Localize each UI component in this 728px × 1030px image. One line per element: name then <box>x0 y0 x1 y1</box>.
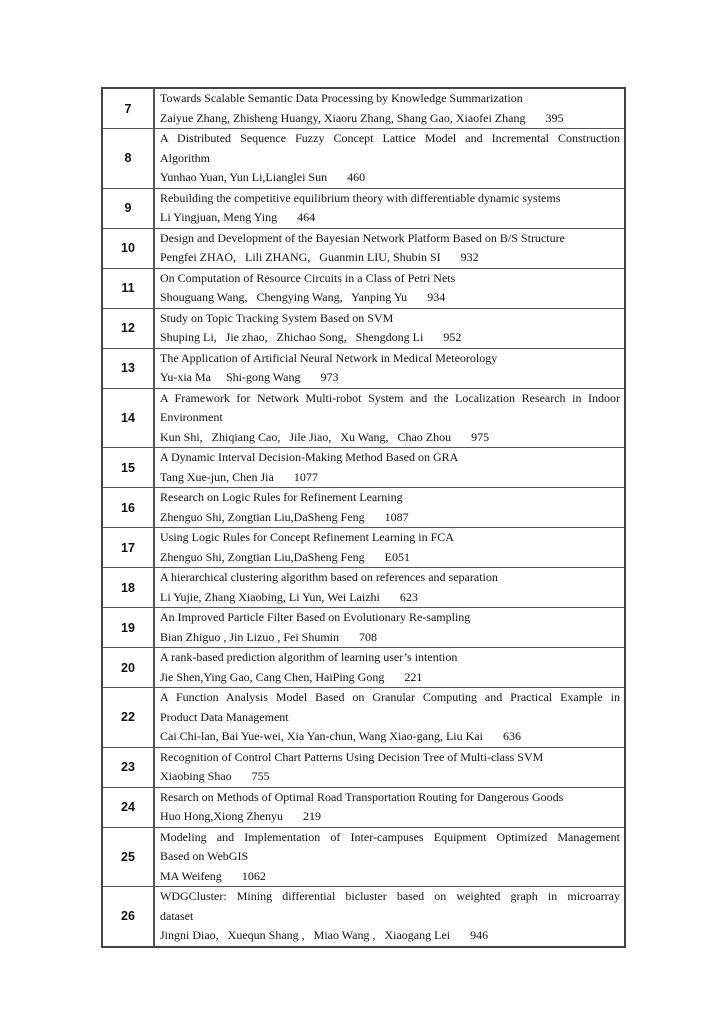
table-row <box>103 388 624 448</box>
page-number: 708 <box>359 629 377 644</box>
page-number: 221 <box>404 669 423 684</box>
page-number: 932 <box>460 250 479 264</box>
entry-number: 11 <box>103 269 155 308</box>
entry-number: 8 <box>103 129 155 188</box>
table-row <box>103 447 624 487</box>
table-row <box>103 228 624 268</box>
authors: Tang Xue-jun, Chen Jia <box>160 469 274 484</box>
paper-title: An Improved Particle Filter Based on Evolutionary Re-sampling <box>160 610 471 624</box>
author-line <box>160 208 620 228</box>
authors: Cai Chi-lan, Bai Yue-wei, Xia Yan-chun, Wang Xiao-gang, Liu Kai <box>160 729 483 743</box>
authors: Shouguang Wang, Chengying Wang, Yanping Yu <box>160 290 408 304</box>
entry-content <box>155 608 624 647</box>
author-line <box>160 468 620 488</box>
paper-title: Based on WebGIS <box>160 849 249 863</box>
author-line <box>160 588 620 608</box>
entry-content <box>155 788 624 827</box>
authors: Yu-xia Ma Shi-gong Wang <box>160 370 301 384</box>
entry-content <box>155 648 624 687</box>
paper-title: WDGCluster: Mining differential bicluster based on weighted graph in microarray <box>160 889 620 903</box>
author-line <box>160 168 620 188</box>
paper-title: The Application of Artificial Neural Network in Medical Meteorology <box>160 350 498 365</box>
authors: Jingni Diao, Xuequn Shang , Miao Wang , Xiaogang Lei <box>160 928 451 942</box>
page-number: 219 <box>303 809 321 823</box>
entry-content <box>155 528 624 567</box>
paper-title: Research on Logic Rules for Refinement Learning <box>160 490 403 504</box>
page-number: 973 <box>320 370 339 384</box>
entry-content <box>155 828 624 887</box>
page-number: 636 <box>502 729 521 743</box>
paper-title: Recognition of Control Chart Patterns Using Decision Tree of Multi-class SVM <box>160 749 544 764</box>
paper-title: Product Data Management <box>160 709 289 724</box>
entry-number: 16 <box>103 488 155 527</box>
authors: Jie Shen,Ying Gao, Cang Chen, HaiPing Gong <box>160 669 385 684</box>
entry-content <box>155 389 624 448</box>
entry-content <box>155 568 624 607</box>
author-line <box>160 727 620 747</box>
page-number: 952 <box>443 330 462 344</box>
entry-number: 20 <box>103 648 155 687</box>
table-row <box>103 607 624 647</box>
entry-content <box>155 189 624 228</box>
table-row <box>103 527 624 567</box>
table-row <box>103 787 624 827</box>
author-line <box>160 248 620 268</box>
page-number: 1077 <box>293 469 318 484</box>
page-number: 623 <box>399 589 418 604</box>
author-line <box>160 109 620 129</box>
author-line <box>160 926 620 946</box>
paper-title: Using Logic Rules for Concept Refinement Learning in FCA <box>160 530 454 544</box>
page-number: 975 <box>471 429 490 444</box>
entry-content <box>155 349 624 388</box>
entry-number: 25 <box>103 828 155 887</box>
page-number: 1087 <box>384 509 409 524</box>
page-number: 460 <box>347 170 366 184</box>
entry-content <box>155 89 624 128</box>
entry-number: 23 <box>103 748 155 787</box>
authors: MA Weifeng <box>160 868 222 883</box>
page-number: 395 <box>545 110 564 125</box>
entry-number: 15 <box>103 448 155 487</box>
authors: Zhenguo Shi, Zongtian Liu,DaSheng Feng <box>160 509 365 524</box>
entry-content <box>155 229 624 268</box>
authors: Kun Shi, Zhiqiang Cao, Jile Jiao, Xu Wang, Chao Zhou <box>160 429 452 444</box>
author-line <box>160 867 620 887</box>
authors: Yunhao Yuan, Yun Li,Lianglei Sun <box>160 170 328 184</box>
entry-number: 13 <box>103 349 155 388</box>
authors: Huo Hong,Xiong Zhenyu <box>160 809 283 823</box>
entry-content <box>155 129 624 188</box>
entry-number: 7 <box>103 89 155 128</box>
page-number: 755 <box>251 769 270 783</box>
paper-title: A Framework for Network Multi-robot System and the Localization Research in Indoor <box>160 390 620 405</box>
entry-number: 17 <box>103 528 155 567</box>
author-line <box>160 368 620 388</box>
table-row <box>103 827 624 887</box>
entry-number: 24 <box>103 788 155 827</box>
author-line <box>160 767 620 787</box>
table-row <box>103 886 624 946</box>
author-line <box>160 807 620 827</box>
entry-number: 9 <box>103 189 155 228</box>
paper-title: On Computation of Resource Circuits in a Class of Petri Nets <box>160 270 456 285</box>
paper-title: dataset <box>160 908 194 923</box>
paper-title: Algorithm <box>160 150 210 165</box>
entry-number: 26 <box>103 887 155 946</box>
table-row <box>103 687 624 747</box>
entry-content <box>155 309 624 348</box>
page-number: 934 <box>427 290 446 304</box>
author-line <box>160 428 620 448</box>
table-row <box>103 348 624 388</box>
paper-title: Rebuilding the competitive equilibrium theory with differentiable dynamic systems <box>160 190 561 205</box>
author-line <box>160 628 620 648</box>
table-row <box>103 487 624 527</box>
entry-content <box>155 269 624 308</box>
table-row <box>103 747 624 787</box>
table-row <box>103 89 624 128</box>
paper-title: Environment <box>160 410 223 424</box>
entry-content <box>155 887 624 946</box>
authors: Bian Zhiguo , Jin Lizuo , Fei Shumin <box>160 629 339 644</box>
entry-content <box>155 448 624 487</box>
author-line <box>160 328 620 348</box>
paper-title: A Function Analysis Model Based on Granular Computing and Practical Example in <box>160 690 620 704</box>
authors: Xiaobing Shao <box>160 769 232 783</box>
paper-title: Modeling and Implementation of Inter-campuses Equipment Optimized Management <box>160 829 620 844</box>
paper-title: A hierarchical clustering algorithm based on references and separation <box>160 570 498 584</box>
paper-title: A rank-based prediction algorithm of learning user’s intention <box>160 650 458 664</box>
entry-number: 12 <box>103 309 155 348</box>
authors: Zaiyue Zhang, Zhisheng Huangy, Xiaoru Zhang, Shang Gao, Xiaofei Zhang <box>160 110 526 125</box>
authors: Li Yujie, Zhang Xiaobing, Li Yun, Wei Laizhi <box>160 589 380 604</box>
paper-title: Design and Development of the Bayesian Network Platform Based on B/S Structure <box>160 230 565 245</box>
page-number: E051 <box>384 549 410 564</box>
page-number: 464 <box>297 210 316 224</box>
entry-content <box>155 488 624 527</box>
entry-number: 14 <box>103 389 155 448</box>
entry-number: 19 <box>103 608 155 647</box>
table-row <box>103 567 624 607</box>
author-line <box>160 548 620 568</box>
toc-table <box>101 87 626 948</box>
paper-title: Resarch on Methods of Optimal Road Transportation Routing for Dangerous Goods <box>160 789 564 804</box>
author-line <box>160 288 620 308</box>
paper-title: Study on Topic Tracking System Based on SVM <box>160 310 394 325</box>
author-line <box>160 508 620 528</box>
table-row <box>103 268 624 308</box>
paper-title: A Dynamic Interval Decision-Making Method Based on GRA <box>160 450 459 464</box>
table-row <box>103 647 624 687</box>
authors: Shuping Li, Jie zhao, Zhichao Song, Shengdong Li <box>160 330 424 344</box>
authors: Li Yingjuan, Meng Ying <box>160 210 278 224</box>
entry-number: 18 <box>103 568 155 607</box>
authors: Zhenguo Shi, Zongtian Liu,DaSheng Feng <box>160 549 365 564</box>
entry-number: 22 <box>103 688 155 747</box>
author-line <box>160 668 620 688</box>
table-row <box>103 308 624 348</box>
paper-title: Towards Scalable Semantic Data Processing by Knowledge Summarization <box>160 91 523 105</box>
paper-title: A Distributed Sequence Fuzzy Concept Lattice Model and Incremental Construction <box>160 131 620 145</box>
page-number: 946 <box>470 928 489 942</box>
page-number: 1062 <box>241 868 266 883</box>
entry-content <box>155 748 624 787</box>
authors: Pengfei ZHAO, Lili ZHANG, Guanmin LIU, Shubin SI <box>160 250 441 264</box>
entry-content <box>155 688 624 747</box>
table-row <box>103 128 624 188</box>
entry-number: 10 <box>103 229 155 268</box>
table-row <box>103 188 624 228</box>
